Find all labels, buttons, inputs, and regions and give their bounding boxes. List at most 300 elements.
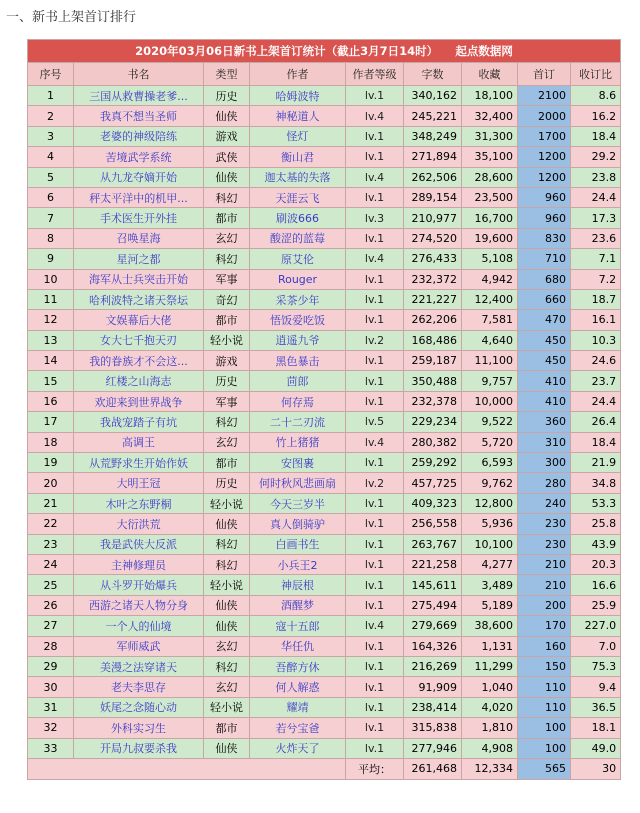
average-favorites: 12,334 xyxy=(462,758,518,779)
book-name-cell: 军师威武 xyxy=(74,636,204,656)
ratio-cell: 7.1 xyxy=(571,249,621,269)
ratio-cell: 34.8 xyxy=(571,473,621,493)
favorites-cell: 4,908 xyxy=(462,738,518,758)
ratio-cell: 23.8 xyxy=(571,167,621,187)
genre-cell: 仙侠 xyxy=(204,106,250,126)
ratio-cell: 9.4 xyxy=(571,677,621,697)
favorites-cell: 12,400 xyxy=(462,289,518,309)
author-level-cell: lv.1 xyxy=(346,738,404,758)
ratio-cell: 23.7 xyxy=(571,371,621,391)
author-cell: 耀靖 xyxy=(250,697,346,717)
author-level-cell: lv.1 xyxy=(346,187,404,207)
table-row xyxy=(28,453,621,473)
favorites-cell: 31,300 xyxy=(462,126,518,146)
table-row xyxy=(28,738,621,758)
author-level-cell: lv.1 xyxy=(346,534,404,554)
table-row xyxy=(28,249,621,269)
ratio-cell: 24.6 xyxy=(571,351,621,371)
rank-cell: 3 xyxy=(28,126,74,146)
genre-cell: 奇幻 xyxy=(204,289,250,309)
ranking-table xyxy=(27,39,621,780)
author-cell: 采茶少年 xyxy=(250,289,346,309)
book-name-cell: 妖尾之念随心动 xyxy=(74,697,204,717)
first-subscriptions-cell: 170 xyxy=(518,616,571,636)
author-level-cell: lv.1 xyxy=(346,636,404,656)
favorites-cell: 7,581 xyxy=(462,310,518,330)
book-name-cell: 我是武侠大反派 xyxy=(74,534,204,554)
table-row xyxy=(28,289,621,309)
author-level-cell: lv.1 xyxy=(346,228,404,248)
author-cell: 茴郎 xyxy=(250,371,346,391)
genre-cell: 历史 xyxy=(204,86,250,106)
first-subscriptions-cell: 660 xyxy=(518,289,571,309)
author-level-cell: lv.1 xyxy=(346,514,404,534)
author-cell: 二十二刃流 xyxy=(250,412,346,432)
book-name-cell: 西游之诸天人物分身 xyxy=(74,595,204,615)
author-cell: 酒醒梦 xyxy=(250,595,346,615)
table-row xyxy=(28,656,621,676)
author-level-cell: lv.4 xyxy=(346,106,404,126)
word-count-cell: 276,433 xyxy=(404,249,462,269)
author-cell: 真人倒骑驴 xyxy=(250,514,346,534)
favorites-cell: 10,000 xyxy=(462,391,518,411)
book-name-cell: 一个人的仙境 xyxy=(74,616,204,636)
header-author: 作者 xyxy=(250,63,346,86)
first-subscriptions-cell: 1200 xyxy=(518,147,571,167)
book-name-cell: 木叶之东野桐 xyxy=(74,493,204,513)
word-count-cell: 168,486 xyxy=(404,330,462,350)
word-count-cell: 275,494 xyxy=(404,595,462,615)
favorites-cell: 5,720 xyxy=(462,432,518,452)
genre-cell: 军事 xyxy=(204,391,250,411)
genre-cell: 都市 xyxy=(204,310,250,330)
genre-cell: 历史 xyxy=(204,371,250,391)
first-subscriptions-cell: 2000 xyxy=(518,106,571,126)
rank-cell: 27 xyxy=(28,616,74,636)
favorites-cell: 28,600 xyxy=(462,167,518,187)
ratio-cell: 18.4 xyxy=(571,126,621,146)
word-count-cell: 271,894 xyxy=(404,147,462,167)
author-cell: 竹上猪猪 xyxy=(250,432,346,452)
table-title: 2020年03月06日新书上架首订统计（截止3月7日14时） 起点数据网 xyxy=(28,40,621,63)
word-count-cell: 221,227 xyxy=(404,289,462,309)
author-level-cell: lv.1 xyxy=(346,310,404,330)
book-name-cell: 召唤星海 xyxy=(74,228,204,248)
book-name-cell: 从九龙夺嫡开始 xyxy=(74,167,204,187)
book-name-cell: 老夫李思存 xyxy=(74,677,204,697)
rank-cell: 25 xyxy=(28,575,74,595)
favorites-cell: 4,277 xyxy=(462,554,518,574)
book-name-cell: 欢迎来到世界战争 xyxy=(74,391,204,411)
author-cell: 刷波666 xyxy=(250,208,346,228)
table-row xyxy=(28,147,621,167)
genre-cell: 军事 xyxy=(204,269,250,289)
rank-cell: 30 xyxy=(28,677,74,697)
ratio-cell: 18.7 xyxy=(571,289,621,309)
word-count-cell: 145,611 xyxy=(404,575,462,595)
genre-cell: 玄幻 xyxy=(204,636,250,656)
favorites-cell: 16,700 xyxy=(462,208,518,228)
first-subscriptions-cell: 410 xyxy=(518,371,571,391)
header-ratio: 收订比 xyxy=(571,63,621,86)
book-name-cell: 我真不想当圣师 xyxy=(74,106,204,126)
ratio-cell: 36.5 xyxy=(571,697,621,717)
author-cell: 逍遥九爷 xyxy=(250,330,346,350)
favorites-cell: 18,100 xyxy=(462,86,518,106)
header-first-subscriptions: 首订 xyxy=(518,63,571,86)
average-label: 平均： xyxy=(346,758,404,779)
author-cell: 怪灯 xyxy=(250,126,346,146)
ratio-cell: 20.3 xyxy=(571,554,621,574)
book-name-cell: 大明王冠 xyxy=(74,473,204,493)
table-row xyxy=(28,697,621,717)
first-subscriptions-cell: 200 xyxy=(518,595,571,615)
average-word-count: 261,468 xyxy=(404,758,462,779)
author-cell: 黑色暴击 xyxy=(250,351,346,371)
rank-cell: 33 xyxy=(28,738,74,758)
word-count-cell: 280,382 xyxy=(404,432,462,452)
first-subscriptions-cell: 960 xyxy=(518,187,571,207)
word-count-cell: 457,725 xyxy=(404,473,462,493)
word-count-cell: 279,669 xyxy=(404,616,462,636)
author-cell: 何存焉 xyxy=(250,391,346,411)
book-name-cell: 海军从士兵突击开始 xyxy=(74,269,204,289)
book-name-cell: 从斗罗开始爆兵 xyxy=(74,575,204,595)
first-subscriptions-cell: 710 xyxy=(518,249,571,269)
word-count-cell: 340,162 xyxy=(404,86,462,106)
rank-cell: 12 xyxy=(28,310,74,330)
book-name-cell: 主神修理员 xyxy=(74,554,204,574)
author-cell: 何人解惑 xyxy=(250,677,346,697)
word-count-cell: 277,946 xyxy=(404,738,462,758)
favorites-cell: 10,100 xyxy=(462,534,518,554)
genre-cell: 历史 xyxy=(204,473,250,493)
first-subscriptions-cell: 960 xyxy=(518,208,571,228)
word-count-cell: 409,323 xyxy=(404,493,462,513)
ratio-cell: 7.0 xyxy=(571,636,621,656)
author-level-cell: lv.1 xyxy=(346,595,404,615)
rank-cell: 21 xyxy=(28,493,74,513)
ratio-cell: 17.3 xyxy=(571,208,621,228)
author-level-cell: lv.1 xyxy=(346,554,404,574)
favorites-cell: 5,936 xyxy=(462,514,518,534)
genre-cell: 仙侠 xyxy=(204,595,250,615)
author-cell: 华任仇 xyxy=(250,636,346,656)
rank-cell: 1 xyxy=(28,86,74,106)
rank-cell: 22 xyxy=(28,514,74,534)
book-name-cell: 星河之都 xyxy=(74,249,204,269)
word-count-cell: 259,187 xyxy=(404,351,462,371)
author-level-cell: lv.1 xyxy=(346,126,404,146)
word-count-cell: 350,488 xyxy=(404,371,462,391)
table-row xyxy=(28,493,621,513)
rank-cell: 15 xyxy=(28,371,74,391)
first-subscriptions-cell: 680 xyxy=(518,269,571,289)
ratio-cell: 23.6 xyxy=(571,228,621,248)
rank-cell: 18 xyxy=(28,432,74,452)
author-level-cell: lv.1 xyxy=(346,718,404,738)
rank-cell: 4 xyxy=(28,147,74,167)
table-row xyxy=(28,534,621,554)
header-word-count: 字数 xyxy=(404,63,462,86)
ratio-cell: 18.4 xyxy=(571,432,621,452)
book-name-cell: 美漫之法穿诸天 xyxy=(74,656,204,676)
favorites-cell: 9,757 xyxy=(462,371,518,391)
favorites-cell: 12,800 xyxy=(462,493,518,513)
book-name-cell: 文娱幕后大佬 xyxy=(74,310,204,330)
genre-cell: 轻小说 xyxy=(204,493,250,513)
author-level-cell: lv.1 xyxy=(346,147,404,167)
rank-cell: 10 xyxy=(28,269,74,289)
book-name-cell: 我战宠踏子有坑 xyxy=(74,412,204,432)
ratio-cell: 24.4 xyxy=(571,391,621,411)
author-level-cell: lv.4 xyxy=(346,616,404,636)
genre-cell: 科幻 xyxy=(204,249,250,269)
genre-cell: 轻小说 xyxy=(204,575,250,595)
table-row xyxy=(28,208,621,228)
favorites-cell: 4,942 xyxy=(462,269,518,289)
author-level-cell: lv.1 xyxy=(346,493,404,513)
word-count-cell: 210,977 xyxy=(404,208,462,228)
first-subscriptions-cell: 2100 xyxy=(518,86,571,106)
rank-cell: 13 xyxy=(28,330,74,350)
author-level-cell: lv.1 xyxy=(346,697,404,717)
genre-cell: 仙侠 xyxy=(204,514,250,534)
rank-cell: 17 xyxy=(28,412,74,432)
book-name-cell: 高调王 xyxy=(74,432,204,452)
genre-cell: 仙侠 xyxy=(204,167,250,187)
word-count-cell: 232,378 xyxy=(404,391,462,411)
rank-cell: 11 xyxy=(28,289,74,309)
author-level-cell: lv.5 xyxy=(346,412,404,432)
first-subscriptions-cell: 110 xyxy=(518,697,571,717)
word-count-cell: 262,506 xyxy=(404,167,462,187)
favorites-cell: 38,600 xyxy=(462,616,518,636)
favorites-cell: 32,400 xyxy=(462,106,518,126)
book-name-cell: 红楼之山海志 xyxy=(74,371,204,391)
first-subscriptions-cell: 450 xyxy=(518,330,571,350)
ratio-cell: 16.6 xyxy=(571,575,621,595)
table-row xyxy=(28,86,621,106)
ratio-cell: 75.3 xyxy=(571,656,621,676)
first-subscriptions-cell: 470 xyxy=(518,310,571,330)
word-count-cell: 216,269 xyxy=(404,656,462,676)
favorites-cell: 1,810 xyxy=(462,718,518,738)
ratio-cell: 21.9 xyxy=(571,453,621,473)
author-cell: Rouger xyxy=(250,269,346,289)
author-cell: 神辰根 xyxy=(250,575,346,595)
genre-cell: 都市 xyxy=(204,453,250,473)
author-level-cell: lv.1 xyxy=(346,289,404,309)
favorites-cell: 4,020 xyxy=(462,697,518,717)
ratio-cell: 227.0 xyxy=(571,616,621,636)
author-cell: 天涯云飞 xyxy=(250,187,346,207)
first-subscriptions-cell: 210 xyxy=(518,575,571,595)
genre-cell: 科幻 xyxy=(204,412,250,432)
book-name-cell: 女大七千抱天刃 xyxy=(74,330,204,350)
word-count-cell: 262,206 xyxy=(404,310,462,330)
rank-cell: 9 xyxy=(28,249,74,269)
ratio-cell: 25.9 xyxy=(571,595,621,615)
book-name-cell: 苦境武学系统 xyxy=(74,147,204,167)
genre-cell: 都市 xyxy=(204,718,250,738)
author-level-cell: lv.1 xyxy=(346,351,404,371)
first-subscriptions-cell: 360 xyxy=(518,412,571,432)
word-count-cell: 289,154 xyxy=(404,187,462,207)
book-name-cell: 开局九叔要杀我 xyxy=(74,738,204,758)
average-ratio: 30 xyxy=(571,758,621,779)
book-name-cell: 从荒野求生开始作妖 xyxy=(74,453,204,473)
ratio-cell: 16.1 xyxy=(571,310,621,330)
ratio-cell: 24.4 xyxy=(571,187,621,207)
word-count-cell: 232,372 xyxy=(404,269,462,289)
rank-cell: 2 xyxy=(28,106,74,126)
favorites-cell: 9,522 xyxy=(462,412,518,432)
author-cell: 安图裹 xyxy=(250,453,346,473)
author-cell: 火炸天了 xyxy=(250,738,346,758)
first-subscriptions-cell: 830 xyxy=(518,228,571,248)
header-book-name: 书名 xyxy=(74,63,204,86)
word-count-cell: 315,838 xyxy=(404,718,462,738)
favorites-cell: 35,100 xyxy=(462,147,518,167)
first-subscriptions-cell: 300 xyxy=(518,453,571,473)
book-name-cell: 哈利波特之诸天祭坛 xyxy=(74,289,204,309)
genre-cell: 科幻 xyxy=(204,554,250,574)
author-level-cell: lv.2 xyxy=(346,330,404,350)
ratio-cell: 10.3 xyxy=(571,330,621,350)
table-row xyxy=(28,310,621,330)
first-subscriptions-cell: 160 xyxy=(518,636,571,656)
genre-cell: 玄幻 xyxy=(204,228,250,248)
first-subscriptions-cell: 110 xyxy=(518,677,571,697)
author-level-cell: lv.1 xyxy=(346,269,404,289)
header-author-level: 作者等级 xyxy=(346,63,404,86)
book-name-cell: 外科实习生 xyxy=(74,718,204,738)
genre-cell: 科幻 xyxy=(204,534,250,554)
book-name-cell: 手术医生开外挂 xyxy=(74,208,204,228)
author-level-cell: lv.2 xyxy=(346,473,404,493)
author-cell: 原艾伦 xyxy=(250,249,346,269)
rank-cell: 19 xyxy=(28,453,74,473)
word-count-cell: 348,249 xyxy=(404,126,462,146)
table-row xyxy=(28,473,621,493)
ratio-cell: 43.9 xyxy=(571,534,621,554)
word-count-cell: 263,767 xyxy=(404,534,462,554)
average-first-subscriptions: 565 xyxy=(518,758,571,779)
first-subscriptions-cell: 240 xyxy=(518,493,571,513)
section-heading: 一、新书上架首订排行 xyxy=(6,10,137,25)
header-genre: 类型 xyxy=(204,63,250,86)
table-row xyxy=(28,595,621,615)
table-title-row xyxy=(28,40,621,63)
author-level-cell: lv.3 xyxy=(346,208,404,228)
first-subscriptions-cell: 310 xyxy=(518,432,571,452)
favorites-cell: 9,762 xyxy=(462,473,518,493)
table-row xyxy=(28,351,621,371)
favorites-cell: 6,593 xyxy=(462,453,518,473)
favorites-cell: 11,100 xyxy=(462,351,518,371)
author-cell: 衡山君 xyxy=(250,147,346,167)
ratio-cell: 18.1 xyxy=(571,718,621,738)
ratio-cell: 53.3 xyxy=(571,493,621,513)
table-row xyxy=(28,330,621,350)
author-level-cell: lv.4 xyxy=(346,167,404,187)
rank-cell: 29 xyxy=(28,656,74,676)
author-cell: 悟饭爱吃饭 xyxy=(250,310,346,330)
word-count-cell: 245,221 xyxy=(404,106,462,126)
genre-cell: 都市 xyxy=(204,208,250,228)
word-count-cell: 164,326 xyxy=(404,636,462,656)
genre-cell: 游戏 xyxy=(204,351,250,371)
genre-cell: 武侠 xyxy=(204,147,250,167)
ratio-cell: 16.2 xyxy=(571,106,621,126)
table-row xyxy=(28,677,621,697)
table-row xyxy=(28,228,621,248)
genre-cell: 游戏 xyxy=(204,126,250,146)
table-header-row xyxy=(28,63,621,86)
rank-cell: 24 xyxy=(28,554,74,574)
ratio-cell: 29.2 xyxy=(571,147,621,167)
author-level-cell: lv.1 xyxy=(346,656,404,676)
rank-cell: 6 xyxy=(28,187,74,207)
table-row xyxy=(28,514,621,534)
rank-cell: 32 xyxy=(28,718,74,738)
author-cell: 白画书生 xyxy=(250,534,346,554)
first-subscriptions-cell: 230 xyxy=(518,534,571,554)
first-subscriptions-cell: 1700 xyxy=(518,126,571,146)
favorites-cell: 5,108 xyxy=(462,249,518,269)
rank-cell: 31 xyxy=(28,697,74,717)
author-level-cell: lv.1 xyxy=(346,86,404,106)
word-count-cell: 229,234 xyxy=(404,412,462,432)
ranking-table-wrap xyxy=(27,39,620,780)
rank-cell: 16 xyxy=(28,391,74,411)
table-row xyxy=(28,126,621,146)
header-favorites: 收藏 xyxy=(462,63,518,86)
ratio-cell: 25.8 xyxy=(571,514,621,534)
table-row xyxy=(28,554,621,574)
rank-cell: 5 xyxy=(28,167,74,187)
first-subscriptions-cell: 100 xyxy=(518,718,571,738)
genre-cell: 轻小说 xyxy=(204,697,250,717)
author-level-cell: lv.1 xyxy=(346,371,404,391)
table-row xyxy=(28,412,621,432)
table-row xyxy=(28,391,621,411)
genre-cell: 仙侠 xyxy=(204,616,250,636)
first-subscriptions-cell: 100 xyxy=(518,738,571,758)
favorites-cell: 19,600 xyxy=(462,228,518,248)
header-rank: 序号 xyxy=(28,63,74,86)
table-row xyxy=(28,636,621,656)
author-cell: 吾醉方休 xyxy=(250,656,346,676)
average-blank xyxy=(28,758,346,779)
author-cell: 酸涩的蓝莓 xyxy=(250,228,346,248)
table-row xyxy=(28,371,621,391)
favorites-cell: 5,189 xyxy=(462,595,518,615)
author-level-cell: lv.1 xyxy=(346,677,404,697)
author-cell: 何时秋风悲画扇 xyxy=(250,473,346,493)
author-level-cell: lv.4 xyxy=(346,432,404,452)
first-subscriptions-cell: 230 xyxy=(518,514,571,534)
favorites-cell: 23,500 xyxy=(462,187,518,207)
first-subscriptions-cell: 150 xyxy=(518,656,571,676)
rank-cell: 23 xyxy=(28,534,74,554)
ratio-cell: 26.4 xyxy=(571,412,621,432)
book-name-cell: 三国从救曹操老爹... xyxy=(74,86,204,106)
genre-cell: 玄幻 xyxy=(204,677,250,697)
favorites-cell: 4,640 xyxy=(462,330,518,350)
book-name-cell: 老婆的神级陪练 xyxy=(74,126,204,146)
